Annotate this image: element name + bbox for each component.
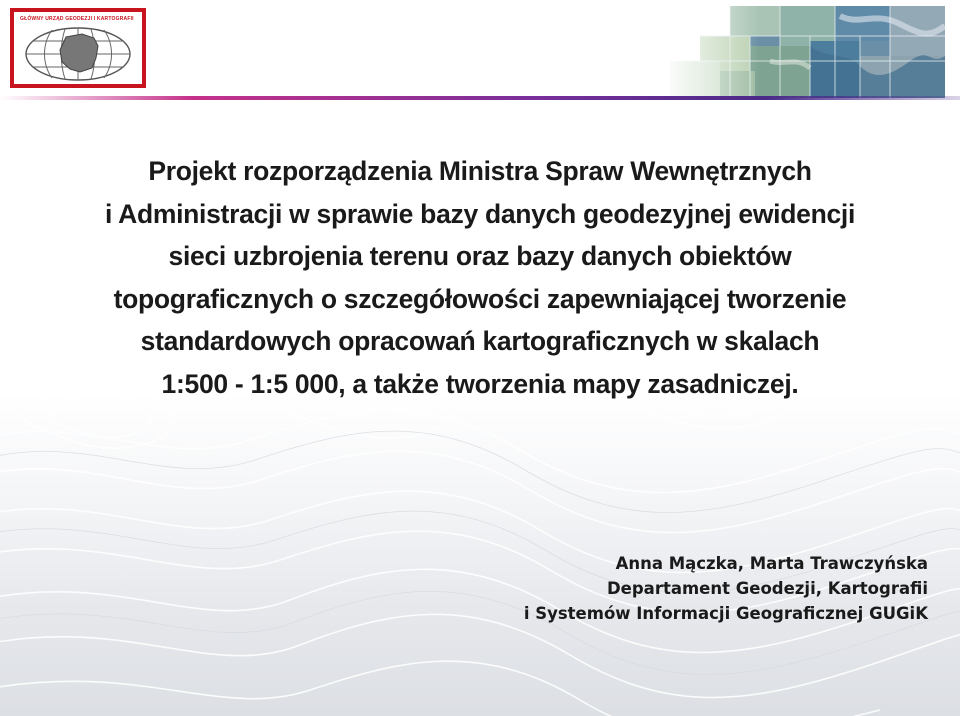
logo-text: GŁÓWNY URZĄD GEODEZJI I KARTOGRAFII [20, 16, 134, 22]
header-divider [0, 96, 960, 100]
title-line: i Administracji w sprawie bazy danych geodezyjnej ewidencji [104, 198, 856, 229]
title-line: Projekt rozporządzenia Ministra Spraw Wewnętrznych [148, 156, 812, 186]
title-line: topograficznych o szczegółowości zapewniającej tworzenie [113, 283, 847, 314]
satellite-imagery-mosaic [660, 6, 945, 98]
title-line: sieci uzbrojenia terenu oraz bazy danych obiektów [168, 241, 792, 271]
presentation-title [30, 150, 930, 405]
authors-block [408, 551, 928, 626]
title-line: standardowych opracowań kartograficznych w skalach [140, 326, 820, 356]
authors-names: Anna Mączka, Marta Trawczyńska [615, 554, 928, 573]
logo-panel [14, 12, 142, 84]
department-line: Departament Geodezji, Kartografii [606, 579, 928, 598]
department-line: i Systemów Informacji Geograficznej GUGiK [523, 604, 928, 623]
globe-map-icon [22, 24, 134, 82]
title-line: 1:500 - 1:5 000, a także tworzenia mapy zasadniczej. [161, 368, 799, 399]
gugik-logo [10, 8, 146, 88]
